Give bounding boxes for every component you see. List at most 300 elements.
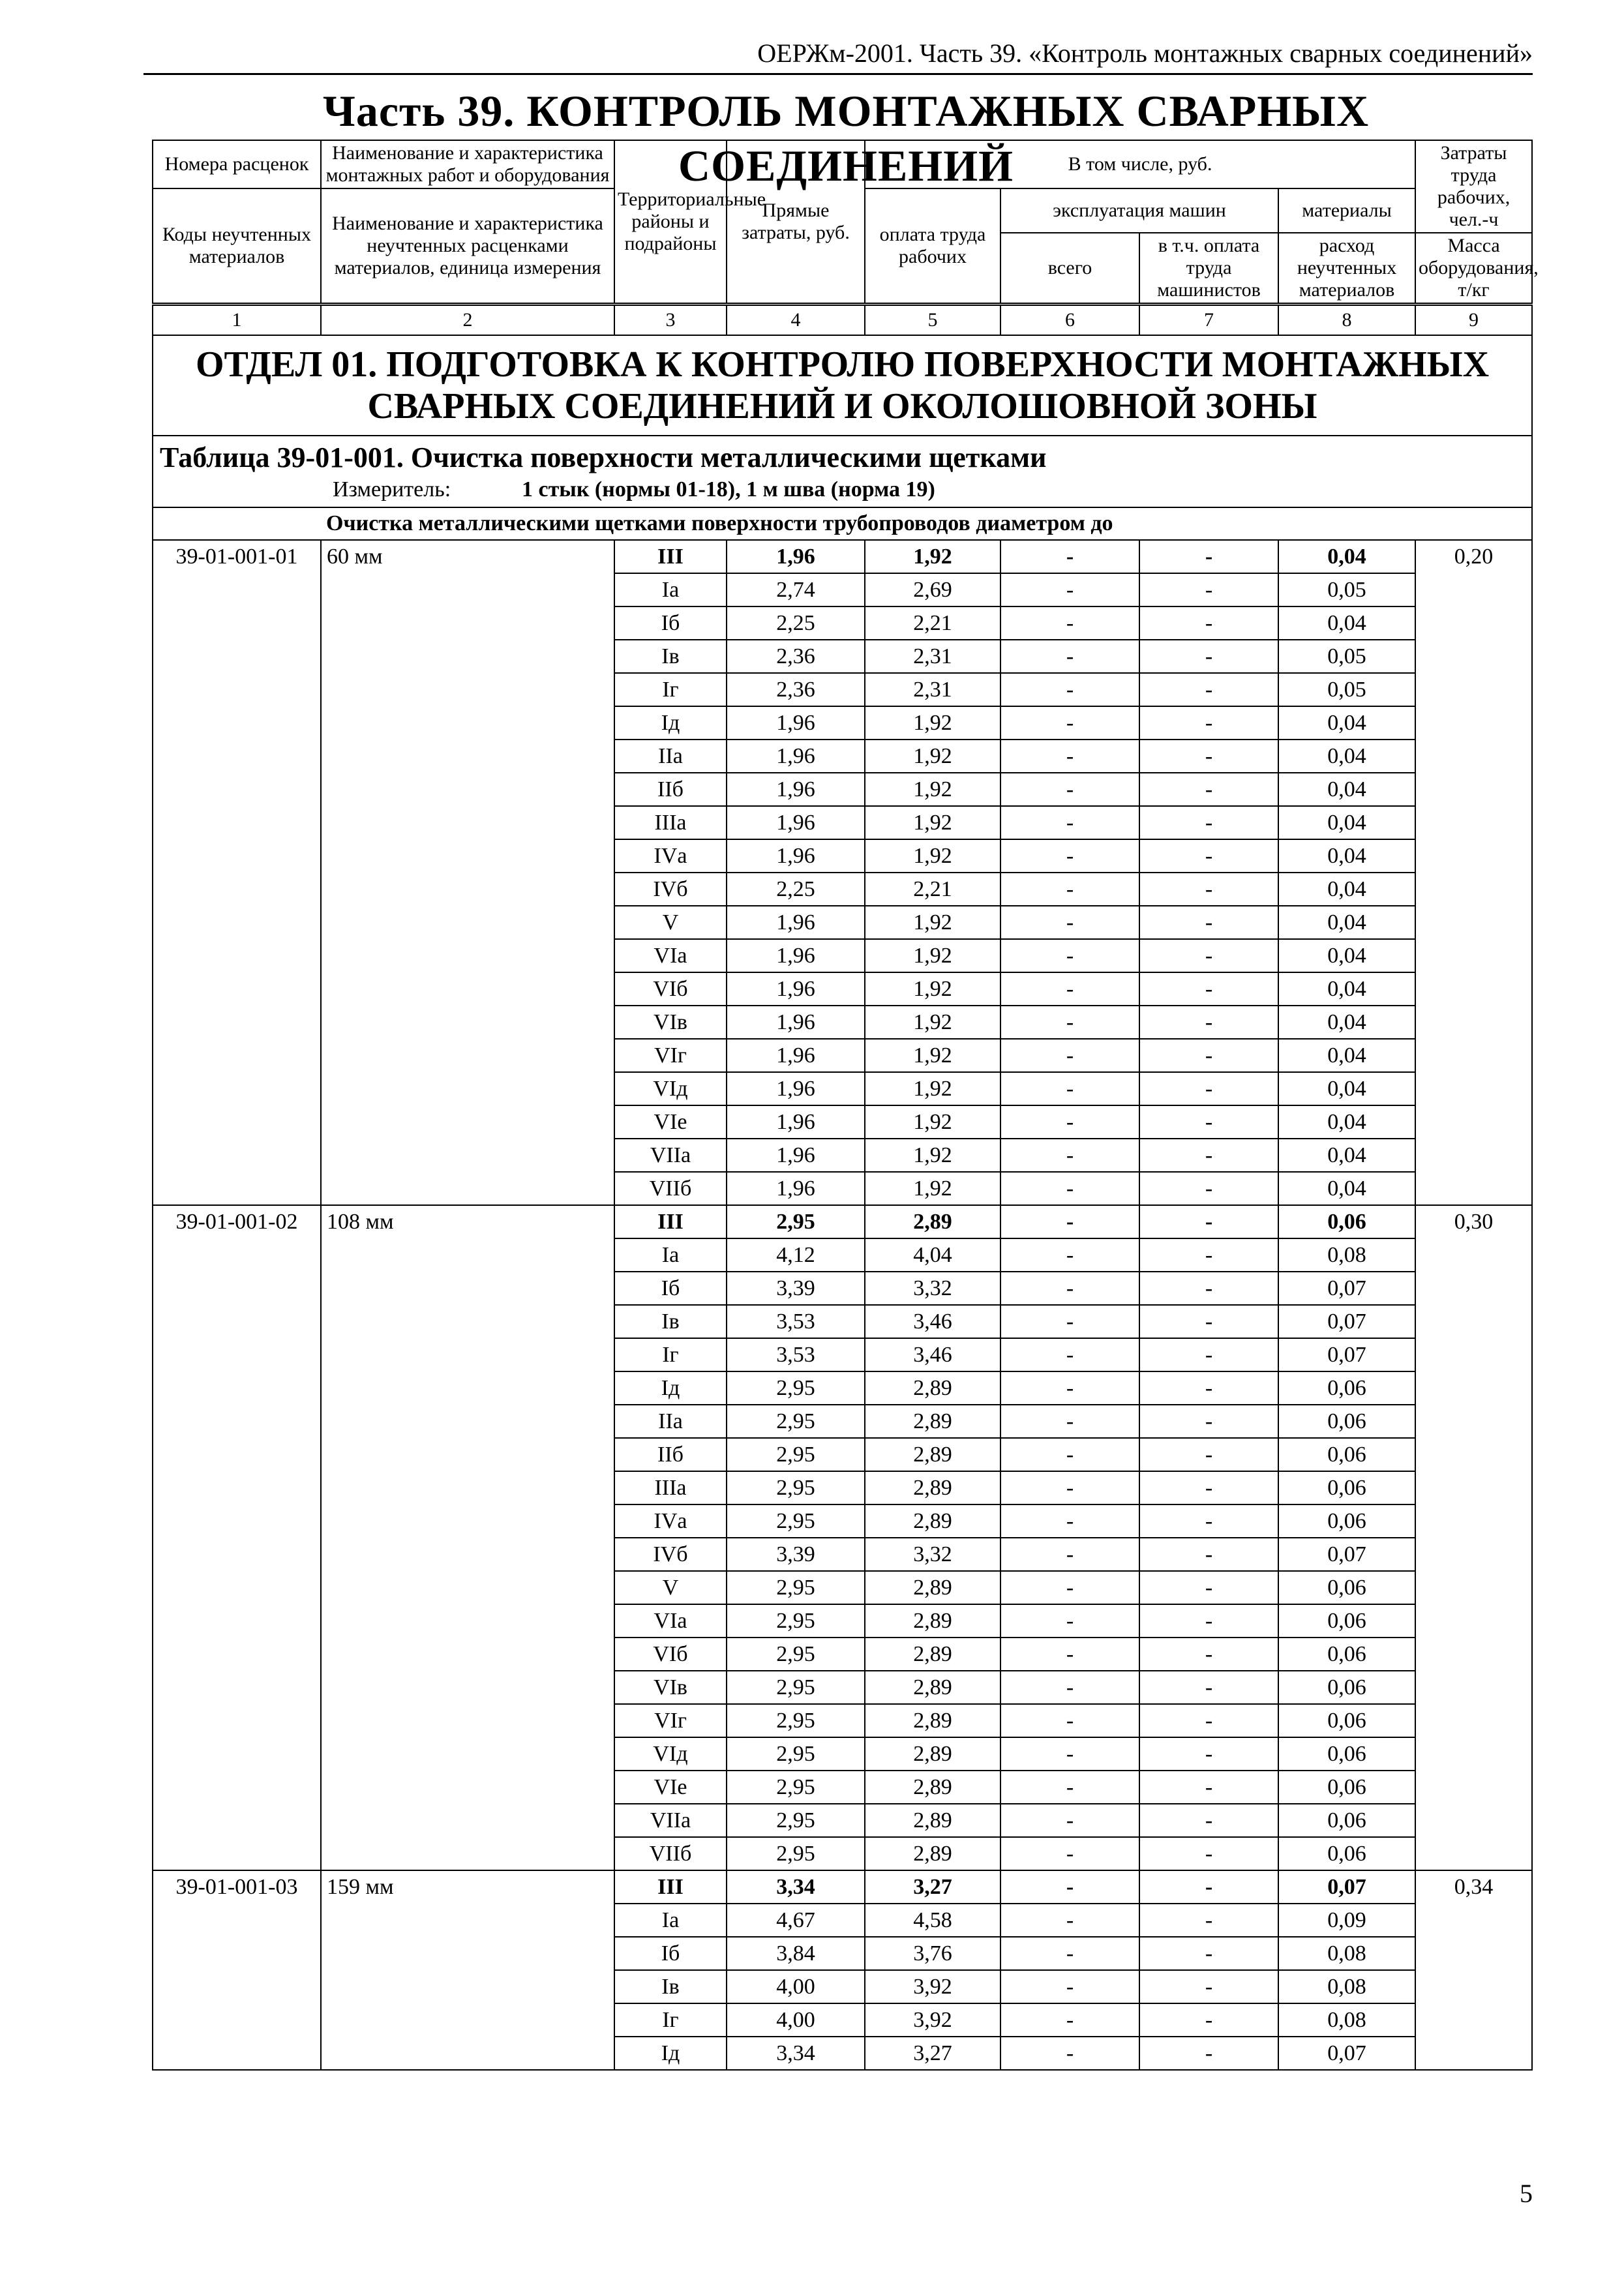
region-cell: Iд <box>614 1371 727 1405</box>
header-col2-top: Наименование и характеристика монтажных работ и оборудования <box>321 140 614 188</box>
meter-row <box>153 475 1532 507</box>
header-group-materials: материалы <box>1278 188 1415 233</box>
direct-cost-cell: 4,67 <box>727 1904 865 1937</box>
labor-pay-cell: 1,92 <box>865 706 1000 740</box>
labor-pay-cell: 1,92 <box>865 806 1000 839</box>
materials-cell: 0,06 <box>1278 1737 1415 1771</box>
materials-cell: 0,04 <box>1278 806 1415 839</box>
direct-cost-cell: 2,95 <box>727 1604 865 1638</box>
materials-cell: 0,04 <box>1278 939 1415 972</box>
meter <box>153 475 1532 507</box>
meter-label: Измеритель: <box>333 477 451 501</box>
machinist-pay-cell: - <box>1139 1837 1278 1870</box>
labor-pay-cell: 3,32 <box>865 1272 1000 1305</box>
labor-pay-cell: 1,92 <box>865 540 1000 573</box>
machines-total-cell: - <box>1000 906 1139 939</box>
direct-cost-cell: 3,84 <box>727 1937 865 1970</box>
region-cell: IIа <box>614 740 727 773</box>
direct-cost-cell: 2,95 <box>727 1704 865 1737</box>
materials-cell: 0,04 <box>1278 873 1415 906</box>
materials-cell: 0,04 <box>1278 1105 1415 1139</box>
region-cell: III <box>614 1870 727 1904</box>
direct-cost-cell: 1,96 <box>727 806 865 839</box>
labor-pay-cell: 2,89 <box>865 1471 1000 1504</box>
machinist-pay-cell: - <box>1139 1405 1278 1438</box>
direct-cost-cell: 2,25 <box>727 606 865 640</box>
column-number: 2 <box>321 305 614 336</box>
materials-cell: 0,04 <box>1278 773 1415 806</box>
machines-total-cell: - <box>1000 1338 1139 1371</box>
labor-pay-cell: 2,89 <box>865 1604 1000 1638</box>
column-number: 3 <box>614 305 727 336</box>
labor-pay-cell: 3,46 <box>865 1338 1000 1371</box>
header-rule <box>143 73 1533 75</box>
region-cell: IIIа <box>614 1471 727 1504</box>
materials-cell: 0,04 <box>1278 1006 1415 1039</box>
direct-cost-cell: 1,96 <box>727 972 865 1006</box>
table-row <box>153 540 1532 573</box>
labor-pay-cell: 1,92 <box>865 1072 1000 1105</box>
materials-cell: 0,06 <box>1278 1704 1415 1737</box>
materials-cell: 0,04 <box>1278 1172 1415 1205</box>
machinist-pay-cell: - <box>1139 1638 1278 1671</box>
header-col2-bottom: Наименование и характеристика неучтенных расценками материалов, единица измерения <box>321 188 614 305</box>
machinist-pay-cell: - <box>1139 1272 1278 1305</box>
machinist-pay-cell: - <box>1139 873 1278 906</box>
column-number: 1 <box>153 305 321 336</box>
machines-total-cell: - <box>1000 1538 1139 1571</box>
machines-total-cell: - <box>1000 1837 1139 1870</box>
machines-total-cell: - <box>1000 972 1139 1006</box>
column-number: 7 <box>1139 305 1278 336</box>
machines-total-cell: - <box>1000 1638 1139 1671</box>
region-cell: VIв <box>614 1006 727 1039</box>
machines-total-cell: - <box>1000 873 1139 906</box>
region-cell: III <box>614 1205 727 1238</box>
machines-total-cell: - <box>1000 1438 1139 1471</box>
machinist-pay-cell: - <box>1139 1438 1278 1471</box>
part-title: Часть 39. КОНТРОЛЬ МОНТАЖНЫХ СВАРНЫХ СОЕДИНЕНИЙ <box>322 86 1370 190</box>
materials-cell: 0,05 <box>1278 640 1415 673</box>
direct-cost-cell: 1,96 <box>727 773 865 806</box>
materials-cell: 0,04 <box>1278 706 1415 740</box>
region-cell: Iб <box>614 1272 727 1305</box>
machines-total-cell: - <box>1000 1870 1139 1904</box>
header-group-including: В том числе, руб. <box>865 140 1415 188</box>
machinist-pay-cell: - <box>1139 1604 1278 1638</box>
header-col3: Территориальные районы и подрайоны <box>614 140 727 305</box>
materials-cell: 0,06 <box>1278 1438 1415 1471</box>
header-col9-bottom: Масса оборудования, т/кг <box>1415 233 1532 305</box>
machinist-pay-cell: - <box>1139 1771 1278 1804</box>
rate-code: 39-01-001-03 <box>153 1870 321 2070</box>
labor-cost-cell: 0,34 <box>1415 1870 1532 2070</box>
direct-cost-cell: 1,96 <box>727 706 865 740</box>
machinist-pay-cell: - <box>1139 706 1278 740</box>
machines-total-cell: - <box>1000 1039 1139 1072</box>
region-cell: VIд <box>614 1072 727 1105</box>
region-cell: Iв <box>614 1970 727 2003</box>
labor-pay-cell: 1,92 <box>865 1006 1000 1039</box>
column-number: 5 <box>865 305 1000 336</box>
region-cell: Iб <box>614 1937 727 1970</box>
region-cell: VIIа <box>614 1804 727 1837</box>
region-cell: IIб <box>614 773 727 806</box>
work-name: 108 мм <box>321 1205 614 1870</box>
header-row-1 <box>153 140 1532 188</box>
machinist-pay-cell: - <box>1139 1105 1278 1139</box>
machines-total-cell: - <box>1000 1172 1139 1205</box>
labor-pay-cell: 1,92 <box>865 839 1000 873</box>
materials-cell: 0,04 <box>1278 1139 1415 1172</box>
machines-total-cell: - <box>1000 1072 1139 1105</box>
labor-pay-cell: 2,31 <box>865 640 1000 673</box>
direct-cost-cell: 2,95 <box>727 1771 865 1804</box>
machinist-pay-cell: - <box>1139 1205 1278 1238</box>
materials-cell: 0,06 <box>1278 1837 1415 1870</box>
labor-pay-cell: 2,89 <box>865 1638 1000 1671</box>
region-cell: VIIб <box>614 1837 727 1870</box>
materials-cell: 0,06 <box>1278 1671 1415 1704</box>
region-cell: Iг <box>614 2003 727 2037</box>
labor-pay-cell: 3,46 <box>865 1305 1000 1338</box>
machines-total-cell: - <box>1000 740 1139 773</box>
region-cell: Iб <box>614 606 727 640</box>
rates-table <box>152 140 1539 2071</box>
materials-cell: 0,06 <box>1278 1571 1415 1604</box>
machinist-pay-cell: - <box>1139 573 1278 606</box>
machines-total-cell: - <box>1000 773 1139 806</box>
machinist-pay-cell: - <box>1139 640 1278 673</box>
labor-pay-cell: 1,92 <box>865 1105 1000 1139</box>
machinist-pay-cell: - <box>1139 1970 1278 2003</box>
column-number: 6 <box>1000 305 1139 336</box>
machinist-pay-cell: - <box>1139 2037 1278 2070</box>
region-cell: IVа <box>614 1504 727 1538</box>
direct-cost-cell: 2,36 <box>727 640 865 673</box>
direct-cost-cell: 1,96 <box>727 1072 865 1105</box>
labor-pay-cell: 2,89 <box>865 1371 1000 1405</box>
labor-pay-cell: 2,89 <box>865 1804 1000 1837</box>
rate-code: 39-01-001-01 <box>153 540 321 1205</box>
subheading: Очистка металлическими щетками поверхности трубопроводов диаметром до <box>153 507 1532 540</box>
materials-cell: 0,05 <box>1278 673 1415 706</box>
machinist-pay-cell: - <box>1139 906 1278 939</box>
machines-total-cell: - <box>1000 1970 1139 2003</box>
region-cell: VIд <box>614 1737 727 1771</box>
machinist-pay-cell: - <box>1139 1538 1278 1571</box>
materials-cell: 0,08 <box>1278 1238 1415 1272</box>
header-group-machines: эксплуатация машин <box>1000 188 1278 233</box>
header-col8: расход неучтенных материалов <box>1278 233 1415 305</box>
direct-cost-cell: 4,12 <box>727 1238 865 1272</box>
region-cell: Iд <box>614 706 727 740</box>
meter-value: 1 стык (нормы 01-18), 1 м шва (норма 19) <box>522 477 935 501</box>
machinist-pay-cell: - <box>1139 540 1278 573</box>
labor-pay-cell: 1,92 <box>865 972 1000 1006</box>
machines-total-cell: - <box>1000 1006 1139 1039</box>
section-row <box>153 335 1532 436</box>
machinist-pay-cell: - <box>1139 1471 1278 1504</box>
materials-cell: 0,04 <box>1278 1039 1415 1072</box>
machines-total-cell: - <box>1000 1238 1139 1272</box>
direct-cost-cell: 1,96 <box>727 1105 865 1139</box>
labor-pay-cell: 2,89 <box>865 1671 1000 1704</box>
region-cell: IVб <box>614 873 727 906</box>
header-col4: Прямые затраты, руб. <box>727 140 865 305</box>
materials-cell: 0,09 <box>1278 1904 1415 1937</box>
machinist-pay-cell: - <box>1139 1671 1278 1704</box>
work-name: 159 мм <box>321 1870 614 2070</box>
machinist-pay-cell: - <box>1139 1305 1278 1338</box>
materials-cell: 0,07 <box>1278 1305 1415 1338</box>
machinist-pay-cell: - <box>1139 1870 1278 1904</box>
region-cell: Iа <box>614 1904 727 1937</box>
column-number: 9 <box>1415 305 1532 336</box>
labor-pay-cell: 1,92 <box>865 1139 1000 1172</box>
direct-cost-cell: 2,95 <box>727 1371 865 1405</box>
header-col5: оплата труда рабочих <box>865 188 1000 305</box>
labor-pay-cell: 2,21 <box>865 606 1000 640</box>
region-cell: VIе <box>614 1105 727 1139</box>
direct-cost-cell: 3,34 <box>727 2037 865 2070</box>
labor-pay-cell: 2,89 <box>865 1704 1000 1737</box>
direct-cost-cell: 2,95 <box>727 1638 865 1671</box>
direct-cost-cell: 2,95 <box>727 1571 865 1604</box>
materials-cell: 0,07 <box>1278 1870 1415 1904</box>
direct-cost-cell: 1,96 <box>727 540 865 573</box>
labor-pay-cell: 1,92 <box>865 773 1000 806</box>
materials-cell: 0,07 <box>1278 1538 1415 1571</box>
machinist-pay-cell: - <box>1139 740 1278 773</box>
region-cell: Iг <box>614 1338 727 1371</box>
machines-total-cell: - <box>1000 540 1139 573</box>
materials-cell: 0,04 <box>1278 1072 1415 1105</box>
section-title: ОТДЕЛ 01. ПОДГОТОВКА К КОНТРОЛЮ ПОВЕРХНОСТИ МОНТАЖНЫХ СВАРНЫХ СОЕДИНЕНИЙ И ОКОЛОШОВНОЙ ЗОНЫ <box>153 335 1532 436</box>
labor-pay-cell: 1,92 <box>865 939 1000 972</box>
direct-cost-cell: 1,96 <box>727 839 865 873</box>
machines-total-cell: - <box>1000 1205 1139 1238</box>
table-title: Таблица 39-01-001. Очистка поверхности металлическими щетками <box>153 436 1532 475</box>
direct-cost-cell: 3,34 <box>727 1870 865 1904</box>
machinist-pay-cell: - <box>1139 773 1278 806</box>
subheading-row <box>153 507 1532 540</box>
direct-cost-cell: 2,74 <box>727 573 865 606</box>
labor-pay-cell: 4,58 <box>865 1904 1000 1937</box>
direct-cost-cell: 2,95 <box>727 1205 865 1238</box>
direct-cost-cell: 2,95 <box>727 1471 865 1504</box>
machines-total-cell: - <box>1000 1571 1139 1604</box>
column-number: 8 <box>1278 305 1415 336</box>
direct-cost-cell: 1,96 <box>727 906 865 939</box>
materials-cell: 0,06 <box>1278 1638 1415 1671</box>
machines-total-cell: - <box>1000 1804 1139 1837</box>
machinist-pay-cell: - <box>1139 1006 1278 1039</box>
region-cell: VIIб <box>614 1172 727 1205</box>
labor-pay-cell: 2,89 <box>865 1405 1000 1438</box>
region-cell: VIб <box>614 972 727 1006</box>
machinist-pay-cell: - <box>1139 1238 1278 1272</box>
machines-total-cell: - <box>1000 1504 1139 1538</box>
machines-total-cell: - <box>1000 806 1139 839</box>
machinist-pay-cell: - <box>1139 2003 1278 2037</box>
labor-pay-cell: 3,27 <box>865 1870 1000 1904</box>
page-number: 5 <box>1520 2179 1533 2208</box>
column-number: 4 <box>727 305 865 336</box>
region-cell: VIа <box>614 939 727 972</box>
materials-cell: 0,04 <box>1278 906 1415 939</box>
materials-cell: 0,08 <box>1278 2003 1415 2037</box>
machines-total-cell: - <box>1000 1937 1139 1970</box>
header-col1-bottom: Коды неучтенных материалов <box>153 188 321 305</box>
region-cell: VIа <box>614 1604 727 1638</box>
labor-pay-cell: 3,32 <box>865 1538 1000 1571</box>
direct-cost-cell: 2,25 <box>727 873 865 906</box>
machines-total-cell: - <box>1000 2037 1139 2070</box>
machines-total-cell: - <box>1000 1105 1139 1139</box>
region-cell: IIб <box>614 1438 727 1471</box>
machines-total-cell: - <box>1000 839 1139 873</box>
region-cell: IVб <box>614 1538 727 1571</box>
labor-pay-cell: 3,76 <box>865 1937 1000 1970</box>
direct-cost-cell: 1,96 <box>727 1006 865 1039</box>
labor-cost-cell: 0,30 <box>1415 1205 1532 1870</box>
machines-total-cell: - <box>1000 1771 1139 1804</box>
machinist-pay-cell: - <box>1139 1571 1278 1604</box>
machines-total-cell: - <box>1000 1371 1139 1405</box>
labor-pay-cell: 2,89 <box>865 1504 1000 1538</box>
header-col7: в т.ч. оплата труда машинистов <box>1139 233 1278 305</box>
region-cell: VIг <box>614 1704 727 1737</box>
direct-cost-cell: 2,95 <box>727 1737 865 1771</box>
materials-cell: 0,07 <box>1278 1272 1415 1305</box>
region-cell: III <box>614 540 727 573</box>
labor-cost-cell: 0,20 <box>1415 540 1532 1205</box>
machines-total-cell: - <box>1000 606 1139 640</box>
machinist-pay-cell: - <box>1139 1039 1278 1072</box>
region-cell: VIг <box>614 1039 727 1072</box>
materials-cell: 0,04 <box>1278 740 1415 773</box>
machines-total-cell: - <box>1000 1272 1139 1305</box>
direct-cost-cell: 2,36 <box>727 673 865 706</box>
direct-cost-cell: 3,53 <box>727 1305 865 1338</box>
materials-cell: 0,07 <box>1278 1338 1415 1371</box>
machinist-pay-cell: - <box>1139 1504 1278 1538</box>
machinist-pay-cell: - <box>1139 1904 1278 1937</box>
labor-pay-cell: 2,31 <box>865 673 1000 706</box>
labor-pay-cell: 1,92 <box>865 1039 1000 1072</box>
direct-cost-cell: 3,53 <box>727 1338 865 1371</box>
machines-total-cell: - <box>1000 1471 1139 1504</box>
rate-code: 39-01-001-02 <box>153 1205 321 1870</box>
table-row <box>153 1205 1532 1238</box>
region-cell: VIIа <box>614 1139 727 1172</box>
direct-cost-cell: 1,96 <box>727 1039 865 1072</box>
direct-cost-cell: 1,96 <box>727 1139 865 1172</box>
materials-cell: 0,04 <box>1278 839 1415 873</box>
labor-pay-cell: 1,92 <box>865 906 1000 939</box>
region-cell: Iв <box>614 1305 727 1338</box>
labor-pay-cell: 2,69 <box>865 573 1000 606</box>
header-col6: всего <box>1000 233 1139 305</box>
machines-total-cell: - <box>1000 1671 1139 1704</box>
region-cell: VIб <box>614 1638 727 1671</box>
region-cell: V <box>614 906 727 939</box>
direct-cost-cell: 2,95 <box>727 1405 865 1438</box>
materials-cell: 0,04 <box>1278 540 1415 573</box>
direct-cost-cell: 1,96 <box>727 939 865 972</box>
machinist-pay-cell: - <box>1139 1737 1278 1771</box>
region-cell: Iв <box>614 640 727 673</box>
materials-cell: 0,06 <box>1278 1504 1415 1538</box>
region-cell: Iа <box>614 1238 727 1272</box>
machines-total-cell: - <box>1000 573 1139 606</box>
materials-cell: 0,06 <box>1278 1604 1415 1638</box>
header-col9-top: Затраты труда рабочих, чел.-ч <box>1415 140 1532 233</box>
materials-cell: 0,07 <box>1278 2037 1415 2070</box>
region-cell: VIв <box>614 1671 727 1704</box>
machinist-pay-cell: - <box>1139 1937 1278 1970</box>
machinist-pay-cell: - <box>1139 972 1278 1006</box>
direct-cost-cell: 2,95 <box>727 1837 865 1870</box>
region-cell: Iд <box>614 2037 727 2070</box>
table-row <box>153 1870 1532 1904</box>
table-title-row <box>153 436 1532 475</box>
running-header: ОЕРЖм-2001. Часть 39. «Контроль монтажных сварных соединений» <box>757 38 1533 68</box>
region-cell: Iг <box>614 673 727 706</box>
machines-total-cell: - <box>1000 1737 1139 1771</box>
machines-total-cell: - <box>1000 1139 1139 1172</box>
machinist-pay-cell: - <box>1139 839 1278 873</box>
machines-total-cell: - <box>1000 1704 1139 1737</box>
machines-total-cell: - <box>1000 673 1139 706</box>
machines-total-cell: - <box>1000 1405 1139 1438</box>
materials-cell: 0,06 <box>1278 1804 1415 1837</box>
machinist-pay-cell: - <box>1139 1139 1278 1172</box>
labor-pay-cell: 1,92 <box>865 1172 1000 1205</box>
machinist-pay-cell: - <box>1139 939 1278 972</box>
machines-total-cell: - <box>1000 706 1139 740</box>
direct-cost-cell: 4,00 <box>727 2003 865 2037</box>
labor-pay-cell: 2,89 <box>865 1205 1000 1238</box>
materials-cell: 0,04 <box>1278 606 1415 640</box>
machinist-pay-cell: - <box>1139 806 1278 839</box>
machinist-pay-cell: - <box>1139 1338 1278 1371</box>
header-col1-top: Номера расценок <box>153 140 321 188</box>
labor-pay-cell: 2,89 <box>865 1837 1000 1870</box>
materials-cell: 0,06 <box>1278 1471 1415 1504</box>
machines-total-cell: - <box>1000 2003 1139 2037</box>
direct-cost-cell: 1,96 <box>727 740 865 773</box>
materials-cell: 0,05 <box>1278 573 1415 606</box>
materials-cell: 0,06 <box>1278 1771 1415 1804</box>
machines-total-cell: - <box>1000 939 1139 972</box>
column-number-row <box>153 305 1532 336</box>
labor-pay-cell: 2,89 <box>865 1571 1000 1604</box>
machinist-pay-cell: - <box>1139 606 1278 640</box>
materials-cell: 0,06 <box>1278 1205 1415 1238</box>
labor-pay-cell: 1,92 <box>865 740 1000 773</box>
direct-cost-cell: 2,95 <box>727 1804 865 1837</box>
labor-pay-cell: 3,27 <box>865 2037 1000 2070</box>
direct-cost-cell: 4,00 <box>727 1970 865 2003</box>
direct-cost-cell: 1,96 <box>727 1172 865 1205</box>
region-cell: Iа <box>614 573 727 606</box>
direct-cost-cell: 2,95 <box>727 1438 865 1471</box>
machines-total-cell: - <box>1000 640 1139 673</box>
direct-cost-cell: 3,39 <box>727 1538 865 1571</box>
labor-pay-cell: 2,89 <box>865 1771 1000 1804</box>
